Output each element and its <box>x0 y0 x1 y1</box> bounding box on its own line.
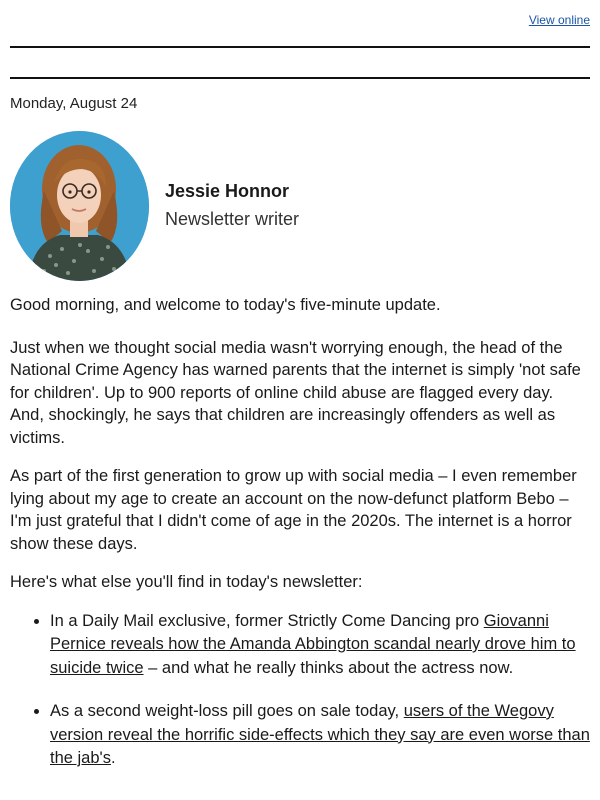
story-link-giovanni-pernice[interactable]: Giovanni Pernice reveals how the Amanda Abbington scandal nearly drove him to suicide twice <box>50 611 576 677</box>
list-item-text: . <box>110 749 116 767</box>
list-item <box>50 610 590 681</box>
story-list <box>10 610 590 771</box>
list-item-text: – and what he really thinks about the actress now. <box>143 658 514 677</box>
header-bar <box>10 0 590 48</box>
author-name: Jessie Honnor <box>165 180 290 201</box>
view-online-link[interactable]: View online <box>528 13 590 27</box>
author-portrait-image <box>10 131 149 281</box>
author-avatar <box>10 131 149 281</box>
header-divider <box>10 77 590 79</box>
list-intro: Here's what else you'll find in today's newsletter: <box>10 573 363 591</box>
issue-date: Monday, August 24 <box>10 95 138 112</box>
body-paragraph-1: Just when we thought social media wasn't worrying enough, the head of the National Crime Agency has warned parents that the internet is simply 'not safe for children'. Up to 900 reports of online child abuse are flagged every day. And, shockingly, he says that children are increasingly offenders as well as victims. <box>10 338 581 447</box>
list-item-text: As a second weight-loss pill goes on sale today, <box>50 702 404 720</box>
author-block <box>10 130 299 282</box>
list-item <box>50 700 590 771</box>
body-paragraph-2: As part of the first generation to grow up with social media – I even remember lying about my age to create an account on the now-defunct platform Bebo – I'm just grateful that I didn't come of age in the 2020s. The internet is a horror show these days. <box>10 467 577 553</box>
story-link-wegovy[interactable]: users of the Wegovy version reveal the horrific side-effects which they say are even worse than the jab's <box>50 702 590 767</box>
author-role: Newsletter writer <box>165 208 300 229</box>
newsletter-body <box>10 294 590 791</box>
greeting-paragraph: Good morning, and welcome to today's five-minute update. <box>10 296 441 314</box>
list-item-text: In a Daily Mail exclusive, former Strictly Come Dancing pro <box>50 611 484 630</box>
